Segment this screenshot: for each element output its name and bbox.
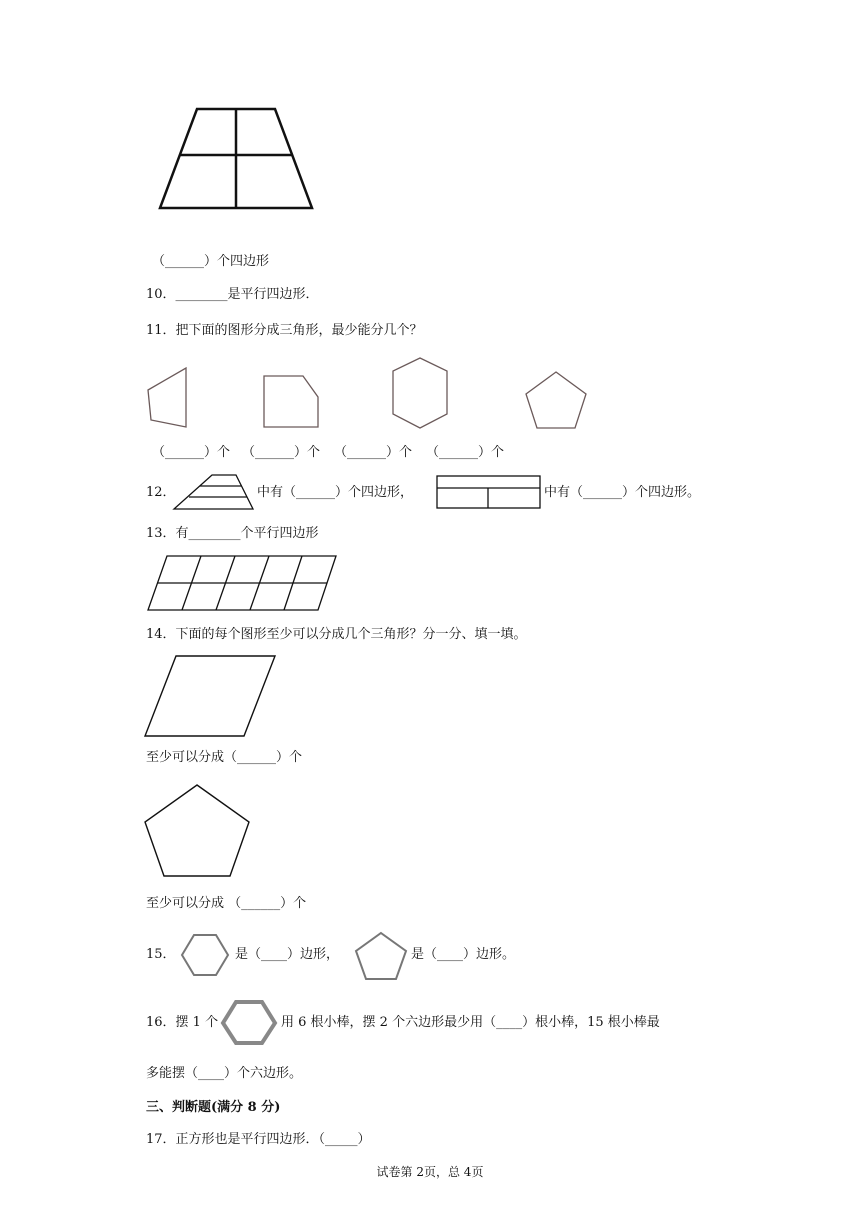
q12-text-1[interactable]: 中有（______）个四边形， xyxy=(257,485,414,500)
q11-answer-4[interactable]: （______）个 xyxy=(426,445,505,460)
q16-line-2[interactable]: 多能摆（____）个六边形。 xyxy=(146,1066,303,1081)
q15-part-2[interactable]: 是（____）边形。 xyxy=(411,947,516,962)
page-footer: 试卷第 2页，总 4页 xyxy=(376,1165,484,1179)
q17[interactable]: 17．正方形也是平行四边形．（_____） xyxy=(146,1132,371,1147)
q12-text-2[interactable]: 中有（______）个四边形。 xyxy=(544,485,701,500)
parallelogram-grid xyxy=(148,556,336,610)
q13 xyxy=(146,525,319,543)
q16-rest[interactable]: 用 6 根小棒，摆 2 个六边形最少用（____）根小棒，15 根小棒最 xyxy=(281,1015,660,1030)
q10-blank[interactable]: ________ xyxy=(175,287,228,302)
pentagon-shape xyxy=(526,372,586,428)
q16-prefix: 16．摆 1 个 xyxy=(146,1015,219,1030)
small-pentagon xyxy=(356,933,406,979)
q13-blank[interactable]: ________ xyxy=(188,526,241,541)
q14-question: 14．下面的每个图形至少可以分成几个三角形？分一分、填一填。 xyxy=(146,627,527,642)
q15-part-1[interactable]: 是（____）边形， xyxy=(235,947,340,962)
q9-answer-line[interactable]: （______）个四边形 xyxy=(152,254,270,269)
divided-rectangle xyxy=(437,476,540,508)
q14-answer-2[interactable]: 至少可以分成 （______）个 xyxy=(146,896,307,911)
small-trapezoid xyxy=(174,475,253,509)
trapezoid-divided xyxy=(160,109,312,208)
q13-suffix: 个平行四边形 xyxy=(240,526,319,541)
q10 xyxy=(146,286,319,304)
q11-answer-1[interactable]: （______）个 xyxy=(152,445,231,460)
q11-answer-3[interactable]: （______）个 xyxy=(334,445,413,460)
parallelogram-shape xyxy=(145,656,275,736)
quadrilateral-shape xyxy=(148,368,186,427)
section-3-title: 三、判断题(满分 8 分) xyxy=(146,1100,281,1115)
q11-answer-2[interactable]: （______）个 xyxy=(242,445,321,460)
q10-text: 是平行四边形． xyxy=(227,287,319,302)
pentagon-cut-square xyxy=(264,376,318,427)
q12-number: 12． xyxy=(146,485,176,500)
small-hexagon xyxy=(182,935,228,975)
q10-number: 10． xyxy=(146,287,176,302)
q13-prefix: 13．有 xyxy=(146,526,189,541)
stick-hexagon xyxy=(223,1002,275,1043)
q15-number: 15． xyxy=(146,947,176,962)
large-pentagon-shape xyxy=(145,785,249,876)
q11-question: 11．把下面的图形分成三角形，最少能分几个？ xyxy=(146,323,423,338)
hexagon-shape xyxy=(393,358,447,428)
q14-answer-1[interactable]: 至少可以分成（______）个 xyxy=(146,750,303,765)
